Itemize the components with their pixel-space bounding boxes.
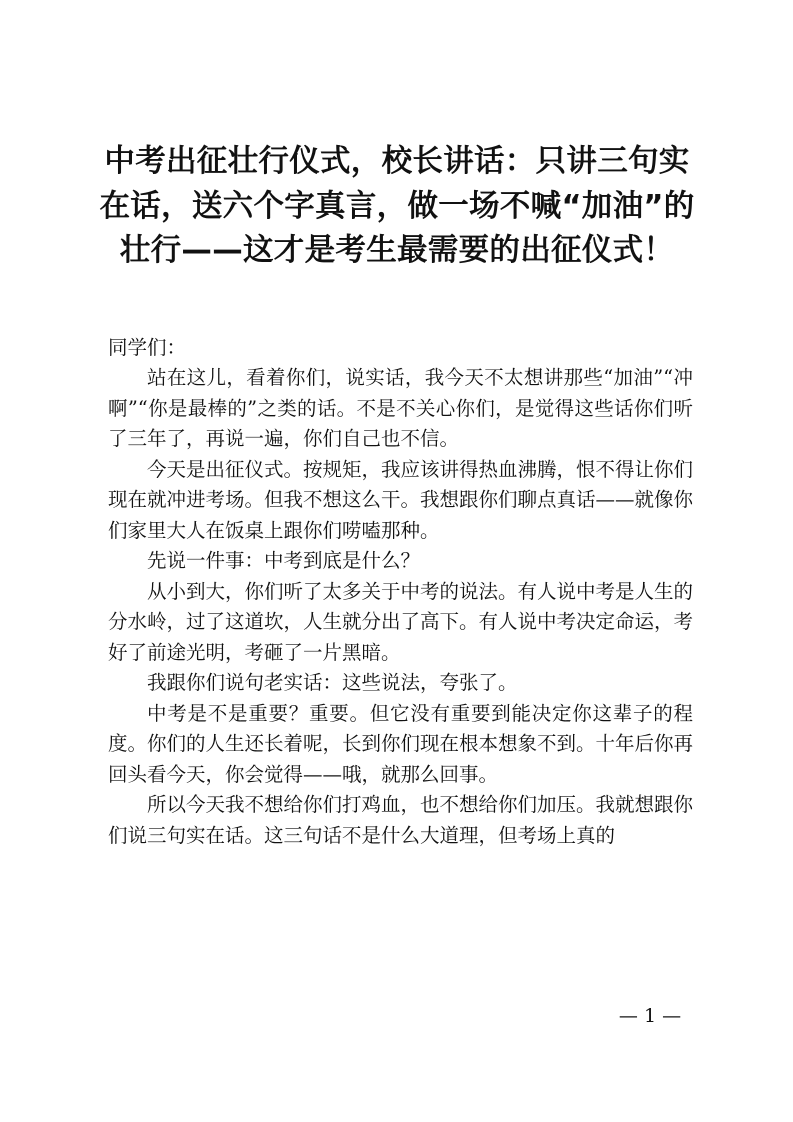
document-body: [108, 333, 693, 851]
paragraph: 我跟你们说句老实话：这些说法，夸张了。: [147, 671, 518, 694]
paragraph: 中考是不是重要？重要。但它没有重要到能决定你这辈子的程度。你们的人生还长着呢，长到你们现在根本想象不到。十年后你再回头看今天，你会觉得——哦，就那么回事。: [108, 701, 694, 786]
paragraph: 先说一件事：中考到底是什么？: [147, 549, 421, 572]
paragraph: 所以今天我不想给你们打鸡血，也不想给你们加压。我就想跟你们说三句实在话。这三句话不是什么大道理，但考场上真的: [108, 793, 694, 847]
paragraph: 从小到大，你们听了太多关于中考的说法。有人说中考是人生的分水岭，过了这道坎，人生就分出了高下。有人说中考决定命运，考好了前途光明，考砸了一片黑暗。: [108, 579, 694, 664]
document-title: 中考出征壮行仪式，校长讲话：只讲三句实在话，送六个字真言，做一场不喊“加油”的壮行——这才是考生最需要的出征仪式！: [99, 144, 695, 268]
paragraph: 今天是出征仪式。按规矩，我应该讲得热血沸腾，恨不得让你们现在就冲进考场。但我不想这么干。我想跟你们聊点真话——就像你们家里大人在饭桌上跟你们唠嗑那种。: [108, 457, 694, 542]
paragraph: 站在这儿，看着你们，说实话，我今天不太想讲那些“加油”“冲啊”“你是最棒的”之类的话。不是不关心你们，是觉得这些话你们听了三年了，再说一遍，你们自己也不信。: [108, 366, 693, 450]
page-number: — 1 —: [618, 1005, 682, 1027]
salutation: 同学们：: [108, 336, 187, 359]
